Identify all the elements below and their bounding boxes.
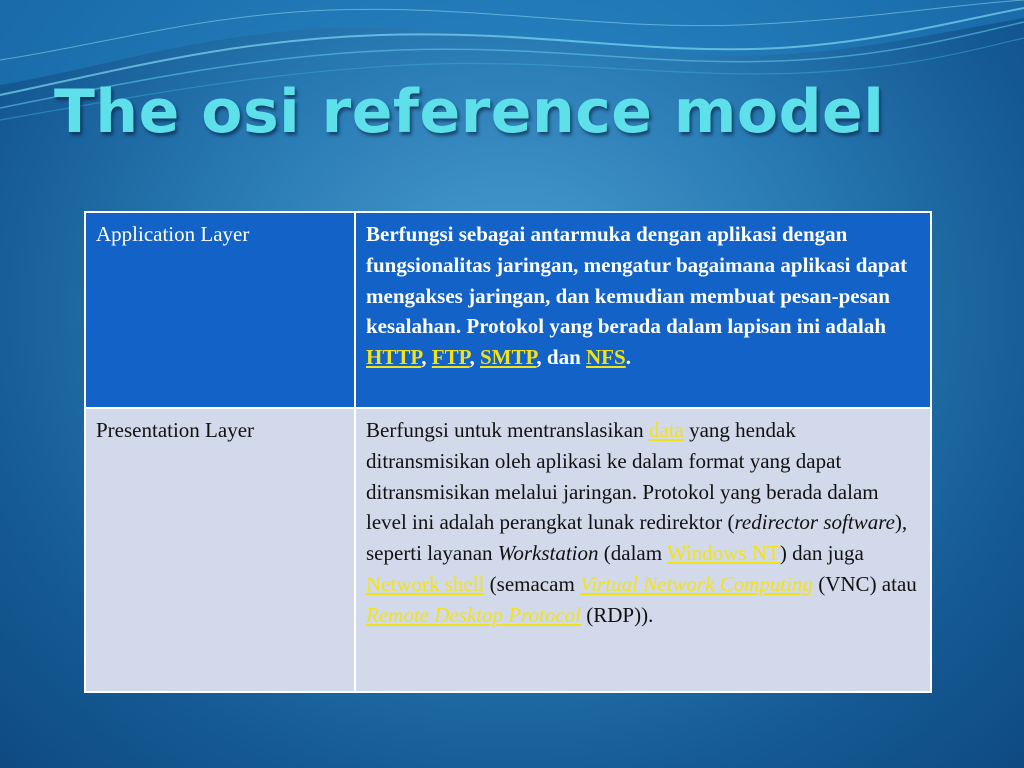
description-text: Berfungsi sebagai antarmuka dengan aplikasi dengan fungsionalitas jaringan, mengatur bagaimana aplikasi dapat mengakses jaringan, dan kemudian membuat pesan-pesan kesalahan. Protokol yang berada dalam lapisan ini adalah [366,222,908,339]
italic-term: Workstation [497,541,599,566]
table-row [85,408,931,692]
link-http[interactable]: HTTP [366,345,422,370]
layer-name-cell: Presentation Layer [85,408,355,692]
description-text: ) dan juga [779,541,864,566]
slide-title: The osi reference model [54,77,885,147]
link-virtual-network-computing[interactable]: Virtual Network Computing [580,571,813,596]
link-ftp[interactable]: FTP [431,345,470,370]
description-text: . [625,345,631,370]
layer-description-cell [355,408,931,692]
link-windows-nt[interactable]: Windows NT [666,541,780,566]
link-smtp[interactable]: SMTP [479,345,537,370]
link-remote-desktop-protocol[interactable]: Remote Desktop Protocol [366,602,581,627]
description-text: (dalam [598,541,667,566]
link-network-shell[interactable]: Network shell [366,571,485,596]
separator-text: , [469,345,480,370]
layer-description-cell [355,212,931,408]
description-text: (semacam [484,571,581,596]
osi-layer-table [84,211,932,693]
table-row [85,212,931,408]
description-text: (VNC) atau [812,571,917,596]
link-nfs[interactable]: NFS [586,345,626,370]
link-data[interactable]: data [648,418,684,442]
description-text: ), seperti layanan [366,510,908,566]
separator-text: , dan [536,345,587,370]
italic-term: redirector software [734,510,895,535]
description-text: Berfungsi untuk mentranslasikan [366,418,649,442]
layer-name-cell: Application Layer [85,212,355,408]
description-text: yang hendak ditransmisikan oleh aplikasi ke dalam format yang dapat ditransmisikan melalui jaringan. Protokol yang berada dalam level ini adalah perangkat lunak redirektor ( [366,418,879,535]
separator-text: , [421,345,432,370]
description-text: (RDP)). [581,602,654,627]
